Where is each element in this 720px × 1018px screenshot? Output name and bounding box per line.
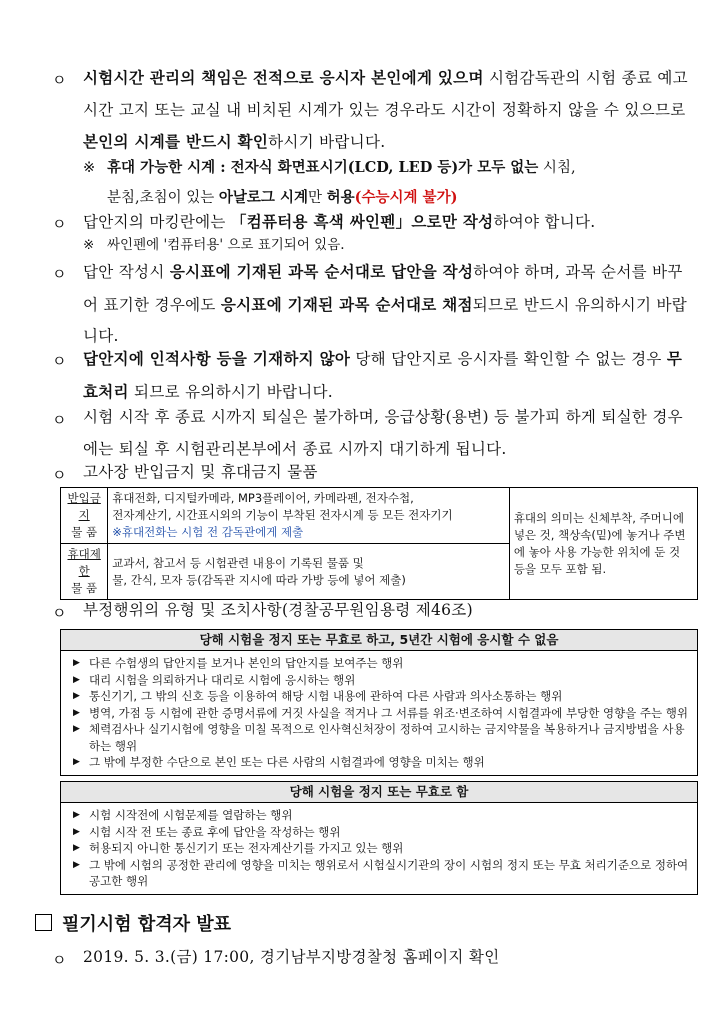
notice-text: 고사장 반입금지 및 휴대금지 물품 <box>83 463 318 481</box>
notice-personal-info <box>52 343 692 408</box>
notice-leaving-room <box>52 402 692 465</box>
violations-box-5year-ban <box>60 629 698 776</box>
triangle-right-icon: ▶ <box>73 674 80 685</box>
bullet-mark: ㅇ <box>52 352 67 370</box>
list-item: ▶ 그 밖에 시험의 공정한 관리에 영향을 미치는 행위로서 시험실시기관의 장이 시험의 정지 또는 무효 처리기준으로 정하여 공고한 행위 <box>73 857 689 888</box>
notice-text: 답안지에 인적사항 등을 기재하지 않아 당해 답안지로 응시자를 확인할 수 없는 경우 무효처리 되므로 유의하시기 바랍니다. <box>83 349 683 401</box>
list-item: ▶ 그 밖에 부정한 수단으로 본인 또는 다른 사람의 시험결과에 영향을 미치는 행위 <box>73 755 485 769</box>
list-item: ▶ 시험 시작전에 시험문제를 열람하는 행위 <box>73 808 293 822</box>
bullet-mark: ㅇ <box>52 951 67 969</box>
notice-text: 부정행위의 유형 및 조치사항(경찰공무원임용령 제46조) <box>83 601 473 619</box>
announcement-text: 2019. 5. 3.(금) 17:00, 경기남부지방경찰청 홈페이지 확인 <box>83 948 500 966</box>
list-item: ▶ 통신기기, 그 밖의 신호 등을 이용하여 해당 시험 내용에 관하여 다른 사람과 의사소통하는 행위 <box>73 689 563 703</box>
notice-text: 시험 시작 후 종료 시까지 퇴실은 불가하며, 응급상황(용변) 등 불가피 하게 퇴실한 경우에는 퇴실 후 시험관리본부에서 종료 시까지 대기하게 됩니다. <box>83 408 683 458</box>
table-row <box>61 488 698 544</box>
bullet-mark: ㅇ <box>52 466 67 484</box>
description-cell: 휴대전화, 디지털카메라, MP3플레이어, 카메라펜, 전자수첩, 전자계산기, 시간표시외의 기능이 부착된 전자시계 등 모든 전자기기 ※휴대전화는 시험 전 감독관에게 제출 <box>108 488 510 544</box>
note-mark: ※ <box>83 237 95 253</box>
list-item: ▶ 대리 시험을 의뢰하거나 대리로 시험에 응시하는 행위 <box>73 672 356 687</box>
box-header: 당해 시험을 정지 또는 무효로 하고, 5년간 시험에 응시할 수 없음 <box>61 630 697 651</box>
box-header: 당해 시험을 정지 또는 무효로 함 <box>61 782 697 803</box>
violation-list <box>61 803 697 894</box>
triangle-right-icon: ▶ <box>73 757 80 767</box>
triangle-right-icon: ▶ <box>73 691 80 701</box>
violation-list <box>61 651 697 775</box>
note-signpen: ※ 싸인펜에 '컴퓨터용' 으로 표기되어 있음. <box>83 230 695 260</box>
triangle-right-icon: ▶ <box>73 724 80 734</box>
prohibited-items-table <box>60 487 698 600</box>
bullet-mark: ㅇ <box>52 604 67 622</box>
list-item: ▶ 다른 수험생의 답안지를 보거나 본인의 답안지를 보여주는 행위 <box>73 656 404 670</box>
violations-box-invalidation <box>60 781 698 895</box>
notice-timekeeping <box>52 62 692 159</box>
notice-subject-order <box>52 256 692 353</box>
note-mark: ※ <box>83 160 96 176</box>
notice-text: 시험시간 관리의 책임은 전적으로 응시자 본인에게 있으며 시험감독관의 시험 종료 예고시간 고지 또는 교실 내 비치된 시계가 있는 경우라도 시간이 정확하지 않을 수 있으므로 본인의 시계를 반드시 확인하시기 바랍니다. <box>83 68 688 151</box>
side-note-cell: 휴대의 의미는 신체부착, 주머니에 넣은 것, 책상속(밑)에 놓거나 주변에 놓아 사용 가능한 위치에 둔 것 등을 모두 포함 됨. <box>509 488 697 600</box>
list-item: ▶ 허용되지 아니한 통신기기 또는 전자계산기를 가지고 있는 행위 <box>73 841 404 855</box>
bullet-mark: ㅇ <box>52 265 67 283</box>
notice-prohibited-items <box>52 457 692 489</box>
triangle-right-icon: ▶ <box>73 707 80 718</box>
bullet-mark: ㅇ <box>52 71 67 89</box>
triangle-right-icon: ▶ <box>73 810 80 820</box>
notice-text: 답안지의 마킹란에는 「컴퓨터용 흑색 싸인펜」으로만 작성하여야 합니다. <box>83 212 596 231</box>
checkbox-square-icon <box>35 914 52 931</box>
announcement-date <box>52 942 692 974</box>
bullet-mark: ㅇ <box>52 215 67 233</box>
category-cell: 반입금지 물 품 <box>61 488 108 544</box>
triangle-right-icon: ▶ <box>73 859 80 870</box>
section-heading: 필기시험 합격자 발표 <box>35 910 231 936</box>
notice-text: 답안 작성시 응시표에 기재된 과목 순서대로 답안을 작성하여야 하며, 과목 순서를 바꾸어 표기한 경우에도 응시표에 기재된 과목 순서대로 채점되므로 반드시 유의하시기 바랍니다. <box>83 262 687 345</box>
triangle-right-icon: ▶ <box>73 826 80 837</box>
list-item: ▶ 병역, 가점 등 시험에 관한 증명서류에 거짓 사실을 적거나 그 서류를 위조·변조하여 시험결과에 부당한 영향을 주는 행위 <box>73 705 689 720</box>
list-item: ▶ 체력검사나 실기시험에 영향을 미칠 목적으로 인사혁신처장이 정하여 고시하는 금지약물을 복용하거나 금지방법을 사용하는 행위 <box>73 722 685 753</box>
triangle-right-icon: ▶ <box>73 843 80 853</box>
notice-misconduct <box>52 595 692 627</box>
list-item: ▶ 시험 시작 전 또는 종료 후에 답안을 작성하는 행위 <box>73 824 341 839</box>
bullet-mark: ㅇ <box>52 411 67 429</box>
category-cell: 휴대제한 물 품 <box>61 544 108 600</box>
triangle-right-icon: ▶ <box>73 658 80 668</box>
note-allowed-watch: ※ 휴대 가능한 시계 : 전자식 화면표시기(LCD, LED 등)가 모두 없는 시침, 분침,초침이 있는 아날로그 시계만 허용(수능시계 불가) <box>83 153 695 213</box>
description-cell: 교과서, 참고서 등 시험관련 내용이 기록된 물품 및 물, 간식, 모자 등(감독관 지시에 따라 가방 등에 넣어 제출) <box>108 544 510 600</box>
